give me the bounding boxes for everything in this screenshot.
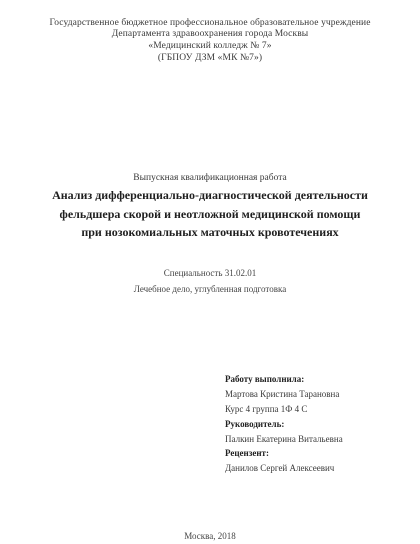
author-label: Работу выполнила: <box>225 374 305 384</box>
thesis-title-line-1: Анализ дифференциально-диагностической деятельности <box>52 188 368 202</box>
thesis-title-line-3: при нозокомиальных маточных кровотечениях <box>81 225 339 239</box>
supervisor-name: Палкин Екатерина Витальевна <box>225 434 343 444</box>
institution-line-3: «Медицинский колледж № 7» <box>148 41 272 51</box>
thesis-title-line-2: фельдшера скорой и неотложной медицинской помощи <box>59 207 361 221</box>
specialty-name: Лечебное дело, углубленная подготовка <box>133 284 287 294</box>
authors-block <box>225 0 415 544</box>
institution-line-1: Государственное бюджетное профессиональное образовательное учреждение <box>49 18 371 28</box>
supervisor-label: Руководитель: <box>225 419 285 429</box>
specialty-code: Специальность 31.02.01 <box>163 268 257 278</box>
city-year: Москва, 2018 <box>184 531 236 541</box>
institution-line-4: (ГБПОУ ДЗМ «МК №7») <box>157 53 263 63</box>
author-name: Мартова Кристина Тарановна <box>225 389 340 399</box>
institution-line-2: Департамента здравоохранения города Москвы <box>111 29 309 39</box>
work-kind: Выпускная квалификационная работа <box>133 173 287 183</box>
reviewer-name: Данилов Сергей Алексеевич <box>225 463 335 473</box>
author-group: Курс 4 группа 1Ф 4 С <box>225 404 308 414</box>
reviewer-label: Рецензент: <box>225 448 269 458</box>
